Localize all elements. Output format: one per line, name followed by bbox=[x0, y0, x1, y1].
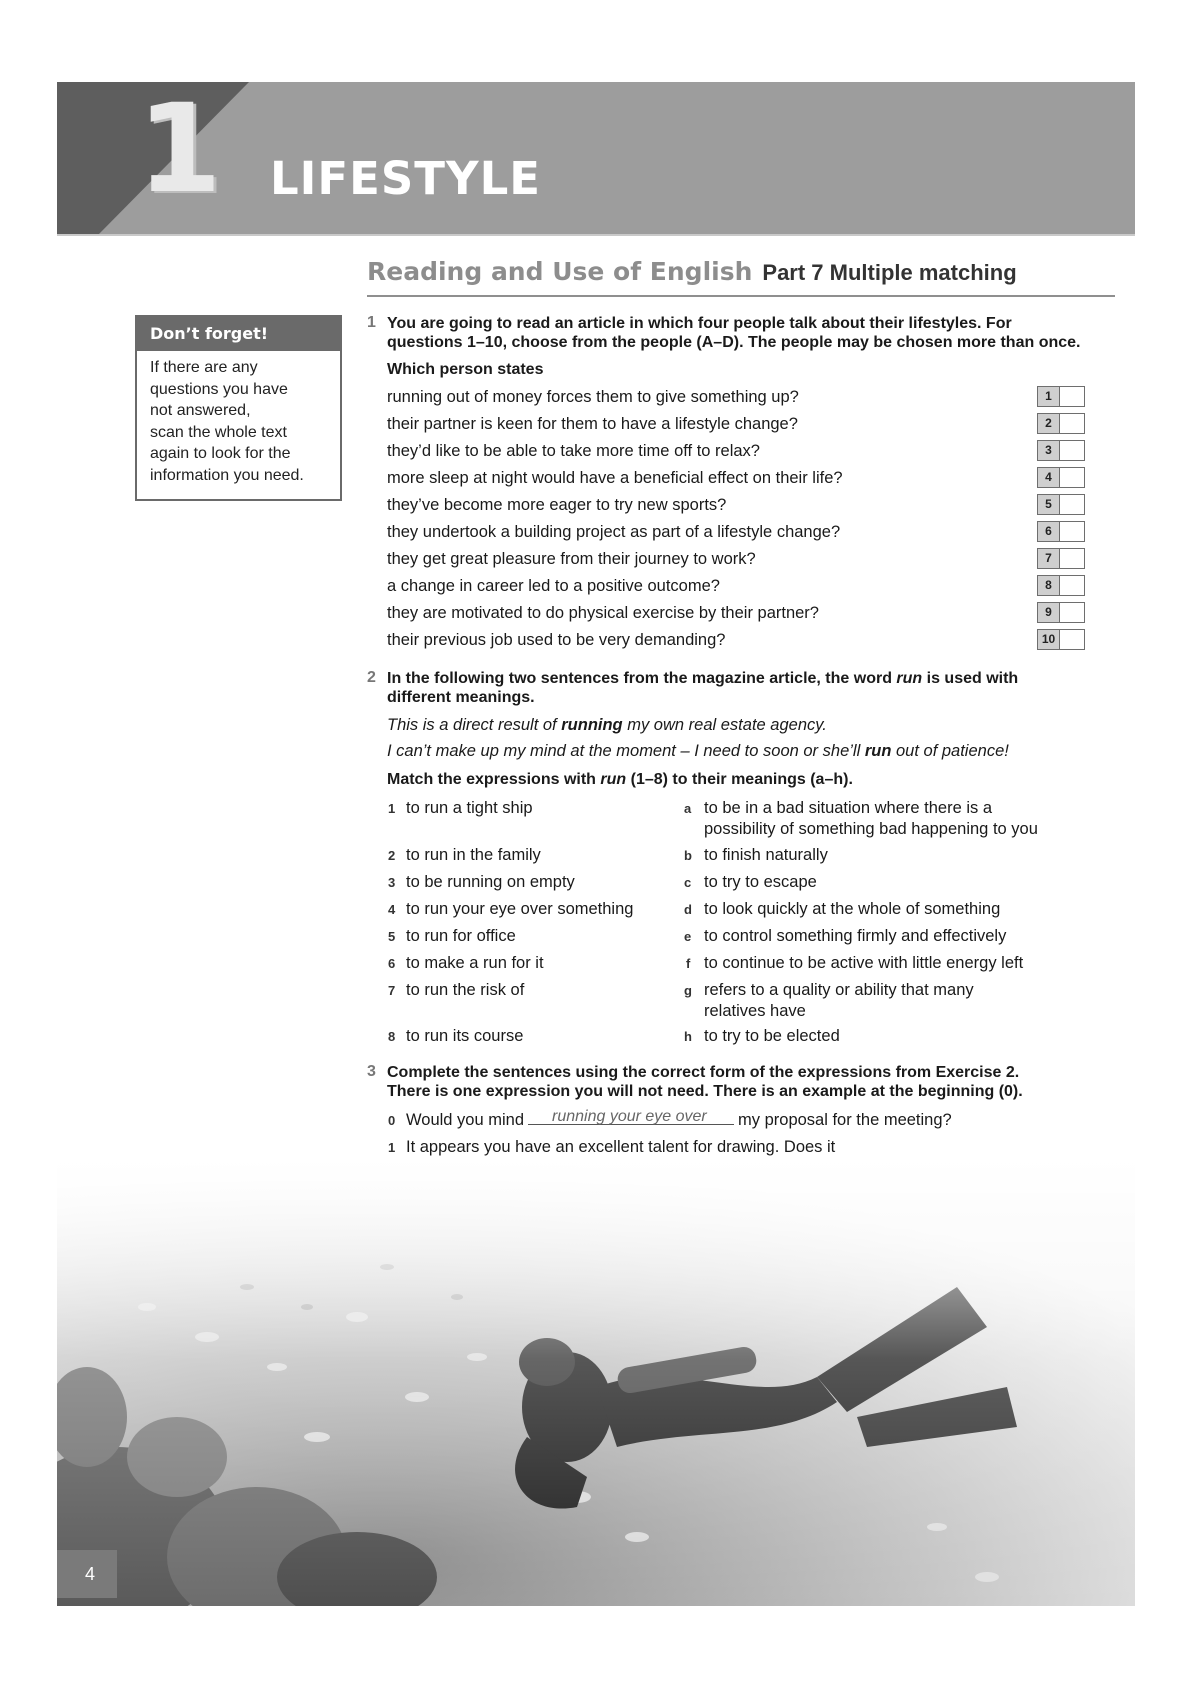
exercise-1-questions bbox=[387, 384, 1113, 654]
dont-forget-box bbox=[135, 315, 342, 501]
tip-line: information you need. bbox=[150, 466, 304, 484]
answer-box-number: 7 bbox=[1038, 549, 1060, 568]
instruction-part: (1–8) to their meanings (a–h). bbox=[626, 771, 853, 788]
tip-line: scan the whole text bbox=[150, 423, 287, 441]
exercise-1-instruction bbox=[387, 314, 1080, 352]
match-instruction bbox=[387, 771, 853, 789]
instruction-line bbox=[387, 669, 1018, 688]
textbook-page bbox=[57, 82, 1135, 1606]
meaning-text: to continue to be active with little energy left bbox=[704, 954, 1024, 972]
answer-box-number: 8 bbox=[1038, 576, 1060, 595]
answer-box[interactable] bbox=[1037, 602, 1085, 623]
example-sentence-2 bbox=[387, 742, 1009, 761]
question-row bbox=[387, 546, 1113, 573]
expression-text: to run the risk of bbox=[406, 981, 525, 999]
tip-line: If there are any bbox=[150, 359, 258, 376]
question-row bbox=[387, 492, 1113, 519]
answer-box-number: 6 bbox=[1038, 522, 1060, 541]
answer-box-number: 3 bbox=[1038, 441, 1060, 460]
expression-number: 4 bbox=[388, 902, 396, 917]
answer-box[interactable] bbox=[1037, 548, 1085, 569]
sentence-part: Would you mind bbox=[406, 1111, 525, 1129]
expression-text: to run its course bbox=[406, 1027, 524, 1045]
question-text: they’ve become more eager to try new sports? bbox=[387, 496, 727, 514]
tip-line: not answered, bbox=[150, 402, 251, 419]
expression-text: to run for office bbox=[406, 927, 516, 945]
question-row bbox=[387, 600, 1113, 627]
exercise-1-subheading: Which person states bbox=[387, 361, 544, 378]
meaning-letter: h bbox=[684, 1029, 692, 1044]
answer-box-number: 4 bbox=[1038, 468, 1060, 487]
answer-box-number: 5 bbox=[1038, 495, 1060, 514]
instruction-keyword: run bbox=[896, 670, 923, 687]
sentence-part: I can’t make up my mind at the moment – I need to soon or she’ll bbox=[387, 742, 865, 760]
question-row bbox=[387, 384, 1113, 411]
meaning-letter: c bbox=[684, 875, 692, 890]
instruction-line: Complete the sentences using the correct form of the expressions from Exercise 2. bbox=[387, 1064, 1020, 1081]
page-number: 4 bbox=[57, 1550, 117, 1598]
banner-divider bbox=[57, 234, 1135, 236]
question-text: they are motivated to do physical exercise by their partner? bbox=[387, 604, 819, 622]
question-row bbox=[387, 411, 1113, 438]
instruction-line: questions 1–10, choose from the people (A–D). The people may be chosen more than once. bbox=[387, 334, 1081, 351]
instruction-part: Match the expressions with bbox=[387, 771, 601, 788]
answer-box[interactable] bbox=[1037, 575, 1085, 596]
expression-number: 6 bbox=[388, 956, 396, 971]
sentence-part: my proposal for the meeting? bbox=[738, 1111, 952, 1129]
instruction-keyword: run bbox=[600, 771, 627, 788]
question-text: they undertook a building project as part of a lifestyle change? bbox=[387, 523, 841, 541]
sentence-keyword: running bbox=[561, 716, 623, 734]
tip-text bbox=[137, 351, 340, 486]
tip-line: again to look for the bbox=[150, 445, 291, 462]
question-text: more sleep at night would have a beneficial effect on their life? bbox=[387, 469, 843, 487]
unit-number: 1 bbox=[137, 82, 222, 220]
meaning-text: to try to escape bbox=[704, 873, 817, 891]
sentence-number: 0 bbox=[388, 1113, 396, 1128]
expression-text: to run your eye over something bbox=[406, 900, 634, 918]
exercise-3-instruction bbox=[387, 1063, 1023, 1101]
scuba-diver-photo bbox=[57, 1157, 1135, 1606]
unit-banner bbox=[57, 82, 1135, 236]
exercise-3-number: 3 bbox=[367, 1063, 376, 1080]
instruction-line: You are going to read an article in which four people talk about their lifestyles. For bbox=[387, 315, 1012, 332]
meaning-letter: g bbox=[684, 983, 692, 998]
answer-box[interactable] bbox=[1037, 386, 1085, 407]
meaning-letter: e bbox=[684, 929, 692, 944]
expression-text: to run a tight ship bbox=[406, 799, 533, 817]
meaning-text: relatives have bbox=[704, 1002, 806, 1020]
meaning-text: to be in a bad situation where there is a bbox=[704, 799, 993, 817]
question-text: running out of money forces them to give something up? bbox=[387, 388, 799, 406]
answer-box[interactable] bbox=[1037, 413, 1085, 434]
unit-title: LIFESTYLE bbox=[270, 152, 542, 205]
meaning-text: to try to be elected bbox=[704, 1027, 840, 1045]
meaning-text: to control something firmly and effectively bbox=[704, 927, 1007, 945]
tip-heading: Don’t forget! bbox=[137, 317, 340, 351]
sentence-keyword: run bbox=[864, 742, 892, 760]
completion-sentence: It appears you have an excellent talent for drawing. Does it bbox=[406, 1138, 836, 1156]
question-text: their partner is keen for them to have a lifestyle change? bbox=[387, 415, 798, 433]
question-row bbox=[387, 627, 1113, 654]
section-header bbox=[367, 257, 1115, 297]
section-title: Reading and Use of English bbox=[367, 257, 753, 286]
sentence-part: This is a direct result of bbox=[387, 716, 562, 734]
question-text: they get great pleasure from their journey to work? bbox=[387, 550, 756, 568]
expression-number: 5 bbox=[388, 929, 396, 944]
meaning-letter: d bbox=[684, 902, 692, 917]
meaning-text: refers to a quality or ability that many bbox=[704, 981, 974, 999]
meaning-text: to look quickly at the whole of something bbox=[704, 900, 1001, 918]
example-answer: running your eye over bbox=[552, 1108, 707, 1125]
question-text: their previous job used to be very demanding? bbox=[387, 631, 726, 649]
tip-line: questions you have bbox=[150, 380, 288, 398]
meaning-text: to finish naturally bbox=[704, 846, 828, 864]
exercise-2-instruction bbox=[387, 669, 1018, 707]
answer-box-number: 1 bbox=[1038, 387, 1060, 406]
expression-number: 3 bbox=[388, 875, 396, 890]
answer-box[interactable] bbox=[1037, 521, 1085, 542]
question-row bbox=[387, 519, 1113, 546]
expression-text: to make a run for it bbox=[406, 954, 544, 972]
expression-text: to be running on empty bbox=[406, 873, 575, 891]
section-subtitle: Part 7 Multiple matching bbox=[762, 260, 1017, 285]
exercise-2-number: 2 bbox=[367, 669, 376, 686]
sentence-number: 1 bbox=[388, 1140, 396, 1155]
exercise-1-number: 1 bbox=[367, 314, 376, 331]
sentence-part: my own real estate agency. bbox=[622, 716, 827, 734]
expression-number: 8 bbox=[388, 1029, 396, 1044]
instruction-part: In the following two sentences from the magazine article, the word bbox=[387, 670, 897, 687]
expression-number: 7 bbox=[388, 983, 396, 998]
meaning-letter: b bbox=[684, 848, 692, 863]
meaning-text: possibility of something bad happening to you bbox=[704, 820, 1038, 838]
answer-box[interactable] bbox=[1037, 494, 1085, 515]
question-text: they’d like to be able to take more time off to relax? bbox=[387, 442, 760, 460]
question-row bbox=[387, 465, 1113, 492]
instruction-part: is used with bbox=[922, 670, 1019, 687]
question-row bbox=[387, 573, 1113, 600]
question-row bbox=[387, 438, 1113, 465]
answer-box-number: 9 bbox=[1038, 603, 1060, 622]
answer-box-number: 2 bbox=[1038, 414, 1060, 433]
sentence-part: out of patience! bbox=[891, 742, 1009, 760]
answer-box[interactable] bbox=[1037, 467, 1085, 488]
example-sentence-1 bbox=[387, 716, 827, 735]
expression-number: 1 bbox=[388, 801, 396, 816]
answer-box[interactable] bbox=[1037, 440, 1085, 461]
instruction-line: different meanings. bbox=[387, 689, 535, 706]
instruction-line: There is one expression you will not need. There is an example at the beginning (0). bbox=[387, 1083, 1023, 1100]
expression-text: to run in the family bbox=[406, 846, 541, 864]
expression-number: 2 bbox=[388, 848, 396, 863]
answer-box-number: 10 bbox=[1038, 630, 1060, 649]
meaning-letter: f bbox=[686, 956, 691, 971]
answer-box[interactable] bbox=[1037, 629, 1085, 650]
meaning-letter: a bbox=[684, 801, 692, 816]
question-text: a change in career led to a positive outcome? bbox=[387, 577, 720, 595]
